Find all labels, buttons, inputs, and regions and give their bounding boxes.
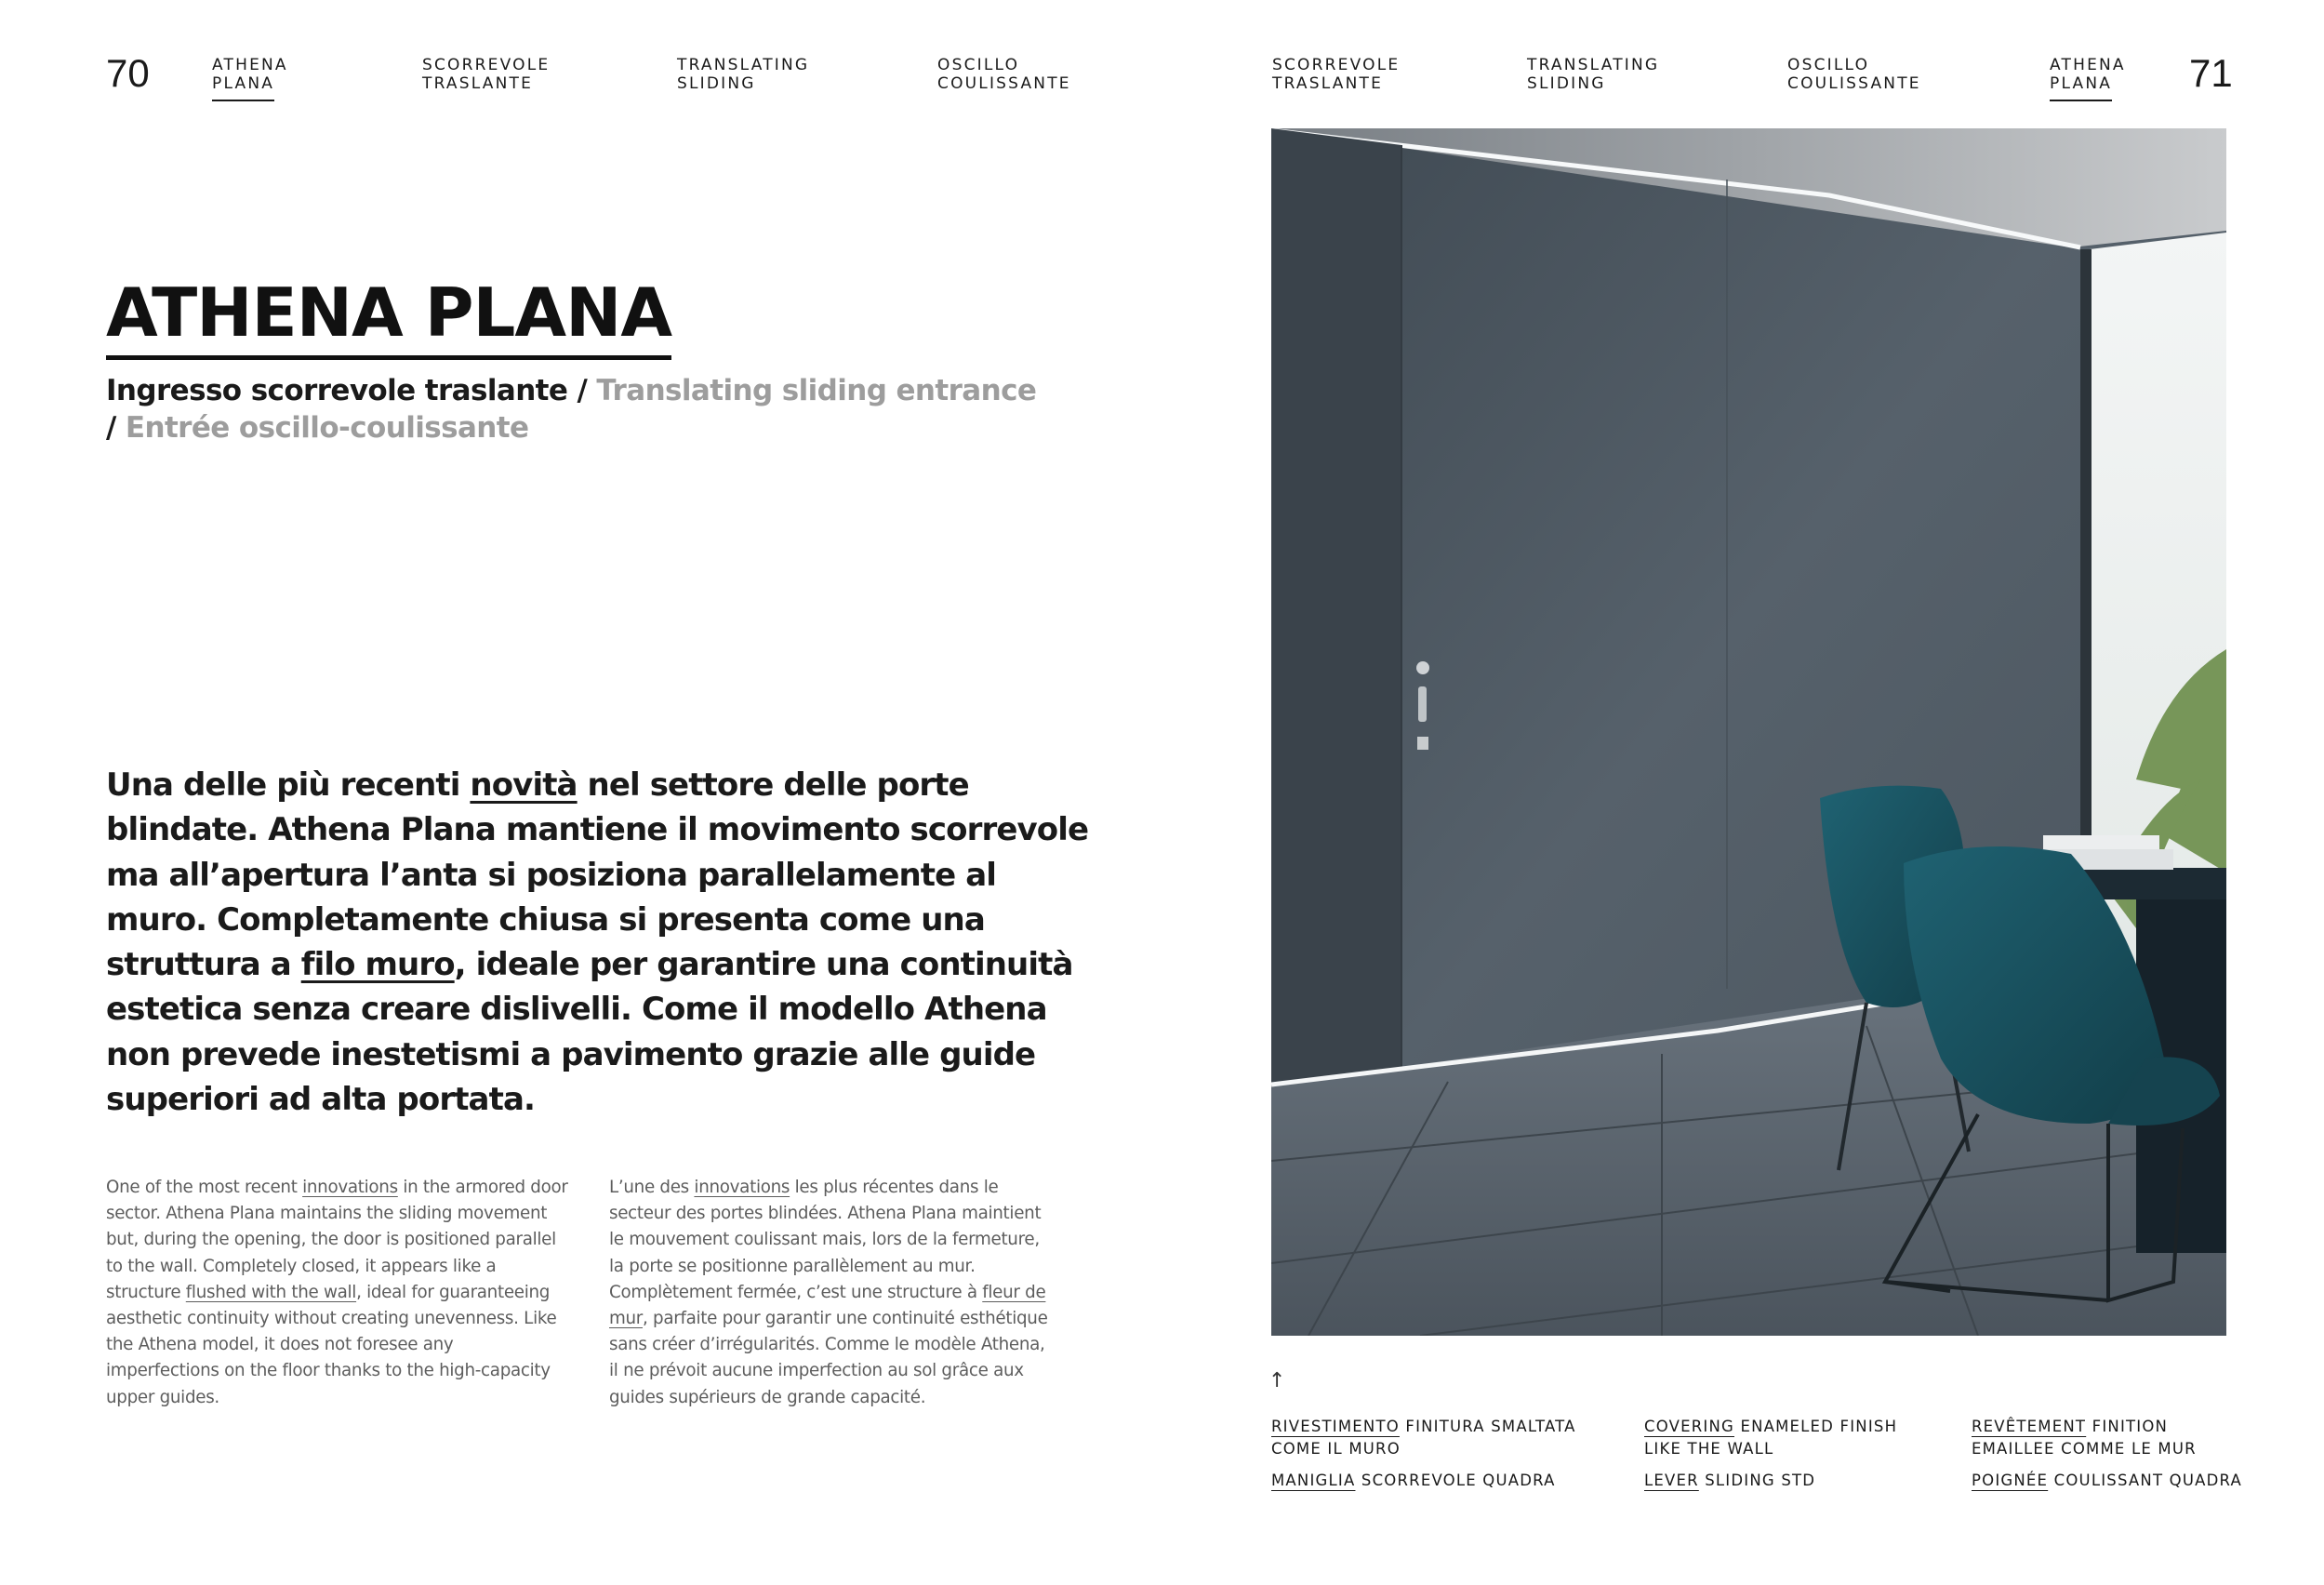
caption-line bbox=[1271, 1470, 1576, 1492]
body-text: in the armored door sector. Athena Plana maintains the sliding movement but, during the opening, the door is positioned parallel to the wall. Completely closed, it appears like a structure bbox=[106, 1178, 568, 1302]
interior-scene-illustration bbox=[1271, 128, 2226, 1336]
caption-key: POIGNÉE bbox=[1972, 1472, 2049, 1489]
body-text: L’une des bbox=[609, 1178, 695, 1197]
caption-text: FINITURA SMALTATA bbox=[1399, 1418, 1576, 1435]
body-text-en bbox=[106, 1175, 571, 1411]
nav-label-line1: TRANSLATING bbox=[677, 56, 810, 74]
lead-text: nel settore delle porte blindate. Athena Plana mantiene il movimento scorrevole ma all’apertura l’anta si posiziona parallelamente al muro. Completamente chiusa si presenta come una struttura a bbox=[106, 766, 1089, 984]
nav-label-line1: SCORREVOLE bbox=[422, 56, 551, 74]
nav-label-line2: COULISSANTE bbox=[937, 74, 1071, 93]
subtitle-separator: / bbox=[567, 374, 597, 407]
nav-athena-plana-left[interactable] bbox=[212, 56, 288, 101]
caption-text: COULISSANT QUADRA bbox=[2048, 1472, 2243, 1489]
product-photo bbox=[1271, 128, 2226, 1336]
caption-key: COVERING bbox=[1644, 1418, 1734, 1435]
caption-line bbox=[1972, 1470, 2242, 1492]
caption-line bbox=[1972, 1416, 2242, 1438]
caption-it bbox=[1271, 1416, 1576, 1492]
body-text: , parfaite pour garantir une continuité esthétique sans créer d’irrégularités. Comme le modèle Athena, il ne prévoit aucune imperfection au sol grâce aux guides supérieurs de grande capacité. bbox=[609, 1309, 1048, 1407]
caption-text: SCORREVOLE QUADRA bbox=[1355, 1472, 1556, 1489]
caption-en bbox=[1644, 1416, 1897, 1492]
nav-scorrevole-traslante-right[interactable] bbox=[1272, 56, 1400, 93]
subtitle bbox=[106, 372, 1045, 446]
lead-paragraph-it bbox=[106, 763, 1092, 1122]
lead-emphasis: novità bbox=[470, 766, 578, 804]
nav-label-line1: TRANSLATING bbox=[1527, 56, 1660, 74]
nav-label-line2: PLANA bbox=[212, 74, 274, 101]
nav-label-line2: SLIDING bbox=[1527, 74, 1606, 93]
body-text-fr bbox=[609, 1175, 1056, 1411]
subtitle-it: Ingresso scorrevole traslante bbox=[106, 374, 568, 407]
caption-line: COME IL MURO bbox=[1271, 1440, 1401, 1458]
lead-text: Una delle più recenti bbox=[106, 766, 471, 804]
nav-label-line1: OSCILLO bbox=[937, 56, 1020, 74]
page-number-left: 70 bbox=[106, 51, 150, 95]
nav-label-line1: SCORREVOLE bbox=[1272, 56, 1401, 74]
nav-label-line2: COULISSANTE bbox=[1787, 74, 1921, 93]
nav-label-line1: ATHENA bbox=[2050, 56, 2126, 74]
caption-key: RIVESTIMENTO bbox=[1271, 1418, 1400, 1435]
caption-key: REVÊTEMENT bbox=[1972, 1418, 2087, 1435]
caption-line bbox=[1271, 1416, 1576, 1438]
page-title: ATHENA PLANA bbox=[106, 279, 671, 360]
body-emphasis: innovations bbox=[302, 1178, 398, 1197]
nav-label-line2: SLIDING bbox=[677, 74, 756, 93]
body-emphasis: flushed with the wall bbox=[185, 1282, 357, 1302]
body-text: One of the most recent bbox=[106, 1178, 303, 1197]
lead-emphasis: filo muro bbox=[300, 946, 455, 984]
caption-line: EMAILLEE COMME LE MUR bbox=[1972, 1440, 2197, 1458]
nav-label-line2: TRASLANTE bbox=[1272, 74, 1384, 93]
subtitle-fr: Entrée oscillo-coulissante bbox=[125, 411, 529, 445]
subtitle-separator: / bbox=[106, 411, 126, 445]
nav-label-line1: ATHENA bbox=[212, 56, 288, 74]
caption-key: LEVER bbox=[1644, 1472, 1699, 1489]
body-text: , ideal for guaranteeing aesthetic continuity without creating unevenness. Like the Athena model, it does not foresee any imperfections on the floor thanks to the high-capacity upper guides. bbox=[106, 1282, 557, 1407]
nav-oscillo-coulissante-left[interactable] bbox=[937, 56, 1071, 93]
body-emphasis: fleur de mur bbox=[609, 1282, 1046, 1329]
nav-label-line2: PLANA bbox=[2050, 74, 2112, 101]
nav-label-line2: TRASLANTE bbox=[422, 74, 534, 93]
nav-athena-plana-right[interactable] bbox=[2050, 56, 2126, 101]
body-text: les plus récentes dans le secteur des portes blindées. Athena Plana maintient le mouvement coulissant mais, lors de la fermeture, la porte se positionne parallèlement au mur. Complètement fermée, c’est une structure à bbox=[609, 1178, 1042, 1302]
subtitle-en: Translating sliding entrance bbox=[596, 374, 1037, 407]
caption-line bbox=[1644, 1470, 1897, 1492]
nav-translating-sliding-right[interactable] bbox=[1527, 56, 1659, 93]
caption-text: SLIDING STD bbox=[1698, 1472, 1816, 1489]
lead-text: , ideale per garantire una continuità estetica senza creare dislivelli. Come il modello Athena non prevede inestetismi a pavimento grazie alle guide superiori ad alta portata. bbox=[106, 946, 1073, 1119]
arrow-up-icon: ↑ bbox=[1268, 1369, 1286, 1392]
nav-oscillo-coulissante-right[interactable] bbox=[1787, 56, 1921, 93]
caption-fr bbox=[1972, 1416, 2242, 1492]
caption-key: MANIGLIA bbox=[1271, 1472, 1356, 1489]
body-emphasis: innovations bbox=[694, 1178, 790, 1197]
caption-line bbox=[1644, 1416, 1897, 1438]
caption-text: ENAMELED FINISH bbox=[1734, 1418, 1898, 1435]
caption-text: FINITION bbox=[2086, 1418, 2169, 1435]
caption-line: LIKE THE WALL bbox=[1644, 1440, 1774, 1458]
nav-scorrevole-traslante-left[interactable] bbox=[422, 56, 550, 93]
page-number-right: 71 bbox=[2189, 51, 2233, 95]
nav-label-line1: OSCILLO bbox=[1787, 56, 1870, 74]
nav-translating-sliding-left[interactable] bbox=[677, 56, 809, 93]
